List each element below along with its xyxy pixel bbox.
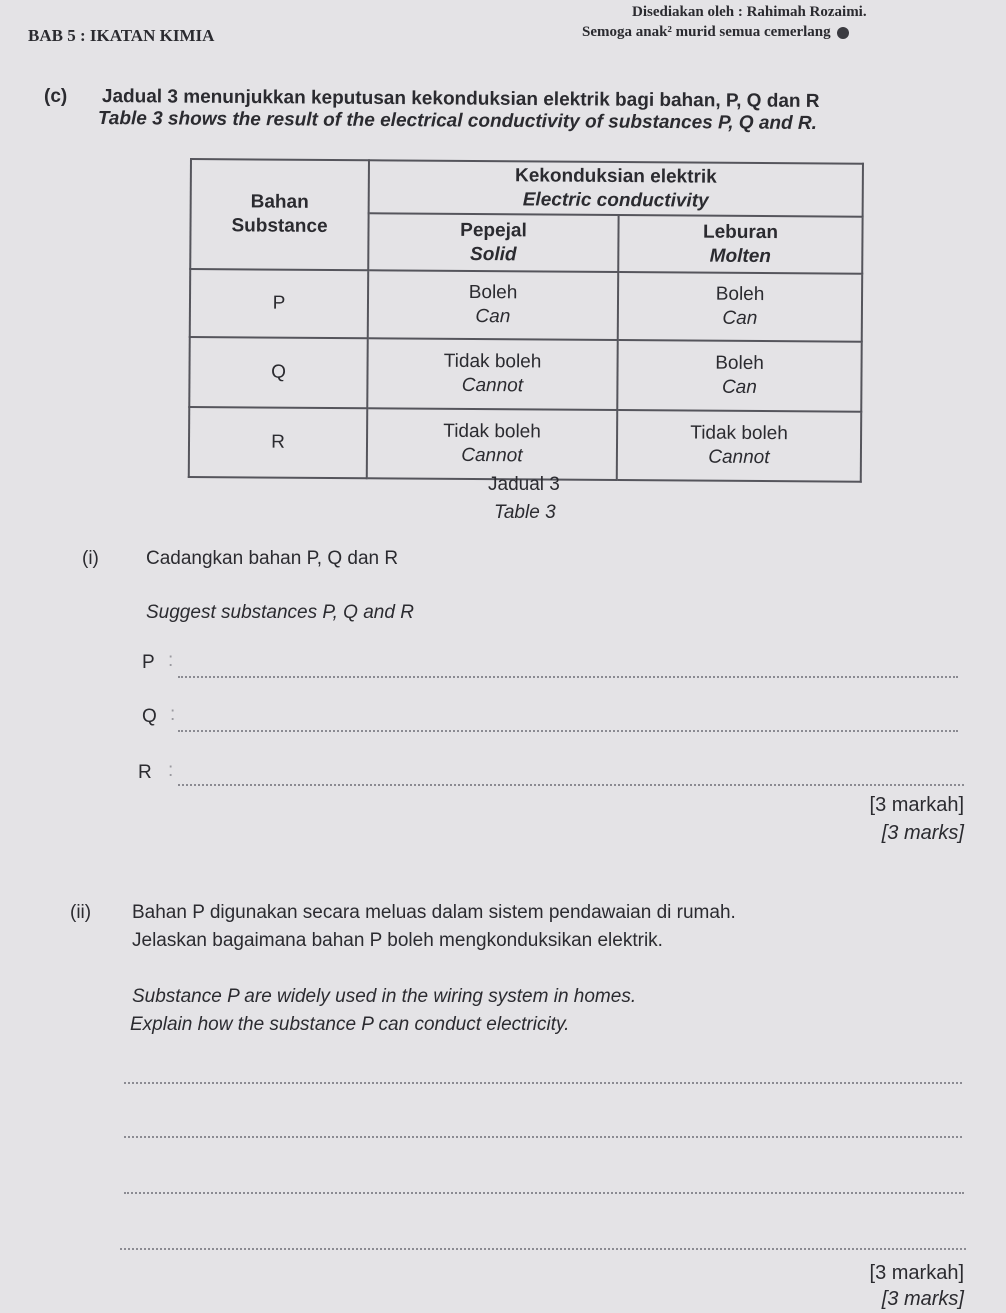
answer-r-line[interactable] [178,784,964,786]
header-molten-en: Molten [709,245,772,267]
row-solid [368,270,618,340]
question-c-label: (c) [44,86,68,107]
cell-en: Can [722,307,758,330]
part-i-marks-ms: [3 markah] [869,794,964,816]
row-molten [617,340,861,412]
part-ii-text-ms-2: Jelaskan bagaimana bahan P boleh mengkonduksikan elektrik. [132,930,663,951]
cell-en: Can [721,376,757,398]
header-molten-ms: Leburan [702,221,779,243]
table-caption-en: Table 3 [494,502,556,523]
header-substance-en: Substance [231,215,328,238]
cell-ms: Boleh [715,283,765,306]
cell-en: Cannot [461,374,524,397]
cell-en: Cannot [461,444,523,467]
header-solid-en: Solid [470,243,517,265]
part-i-label: (i) [82,548,99,569]
wish-line [582,24,849,41]
part-i-marks-en: [3 marks] [881,822,964,844]
row-solid [367,408,617,480]
part-ii-text-en-2: Explain how the substance P can conduct electricity. [130,1014,570,1035]
row-substance: Q [189,337,367,408]
cell-ms: Boleh [715,352,764,375]
row-substance: R [189,407,367,478]
cell-en: Cannot [708,446,770,469]
header-substance [190,159,369,270]
answer-r-sep: : [168,760,174,781]
part-i-text-ms: Cadangkan bahan P, Q dan R [146,548,399,569]
row-molten [618,272,862,342]
row-substance: P [190,269,368,338]
chapter-title: BAB 5 : IKATAN KIMIA [28,26,215,45]
prepared-by: Disediakan oleh : Rahimah Rozaimi. [632,4,867,20]
cell-en: Can [475,306,511,328]
cell-ms: Tidak boleh [443,350,542,373]
table-caption-ms: Jadual 3 [488,474,560,495]
answer-r-label: R [138,762,152,783]
header-solid-ms: Pepejal [460,219,527,241]
cell-ms: Tidak boleh [690,422,788,445]
answer-q-line[interactable] [178,730,958,732]
header-conductivity-ms: Kekonduksian elektrik [514,164,717,188]
answer-p-line[interactable] [178,676,958,678]
part-ii-text-ms-1: Bahan P digunakan secara meluas dalam sistem pendawaian di rumah. [132,902,736,923]
part-ii-marks-ms: [3 markah] [869,1262,964,1284]
cell-ms: Tidak boleh [443,420,541,443]
smiley-icon [837,27,849,39]
header-conductivity-en: Electric conductivity [522,188,709,212]
answer-line-2[interactable] [124,1136,962,1138]
header-conductivity [369,160,863,216]
header-molten [618,215,862,274]
row-solid [367,338,617,410]
conductivity-table [188,158,864,483]
answer-line-1[interactable] [124,1082,962,1084]
row-molten [617,410,861,482]
header-solid [368,213,618,272]
table-row [189,337,861,412]
answer-line-3[interactable] [124,1192,964,1194]
part-ii-text-en-1: Substance P are widely used in the wiring system in homes. [132,986,637,1007]
header-substance-ms: Bahan [250,191,309,213]
part-ii-label: (ii) [70,902,92,923]
cell-ms: Boleh [468,282,518,304]
question-c-text-ms: Jadual 3 menunjukkan keputusan kekonduksian elektrik bagi bahan, P, Q dan R [101,86,820,113]
wish-text: Semoga anak² murid semua cemerlang [582,24,831,40]
answer-q-sep: : [170,704,176,725]
table-row [189,407,861,482]
table-row [190,269,862,342]
question-c-text-en: Table 3 shows the result of the electrical conductivity of substances P, Q and R. [97,108,818,135]
part-ii-marks-en: [3 marks] [881,1288,964,1310]
answer-line-4[interactable] [120,1248,966,1250]
answer-q-label: Q [142,706,157,727]
answer-p-label: P [142,652,155,673]
part-i-text-en: Suggest substances P, Q and R [146,602,414,623]
answer-p-sep: : [168,650,174,671]
